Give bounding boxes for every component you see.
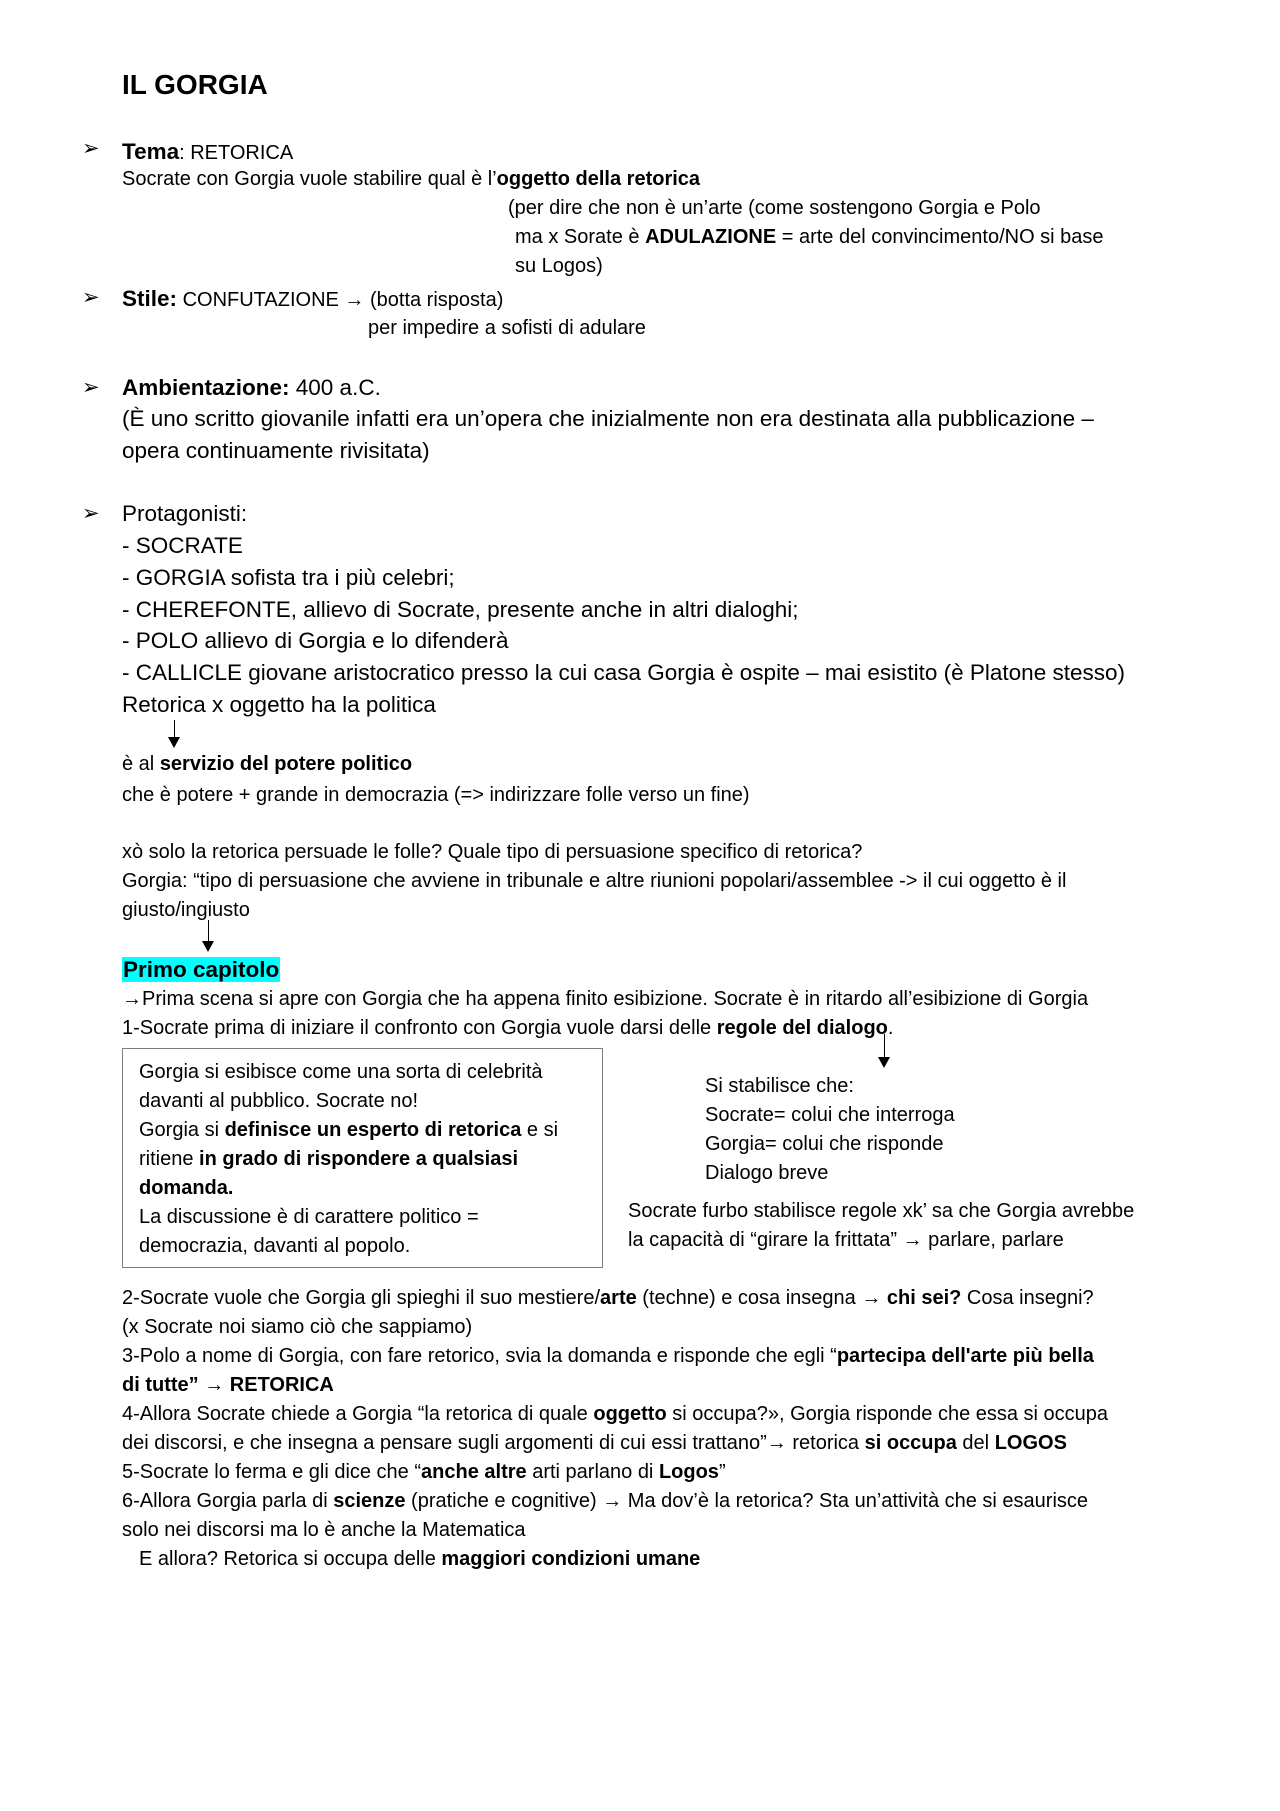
servizio-desc: che è potere + grande in democrazia (=> indirizzare folle verso un fine) [122, 784, 750, 806]
stile-line [122, 285, 503, 312]
punto-text: (pratiche e cognitive) [405, 1490, 603, 1512]
tema-desc-3 [515, 225, 1104, 249]
punto-5 [122, 1460, 726, 1484]
tema-desc-3-bold: ADULAZIONE [645, 226, 777, 248]
servizio-line [122, 752, 412, 776]
punto-bold: LOGOS [994, 1432, 1067, 1454]
arrow-right-icon: → [902, 1229, 923, 1251]
punto-6-cont: solo nei discorsi ma lo è anche la Matematica [122, 1519, 526, 1541]
tema-sep: : [179, 142, 191, 164]
ambientazione-line [122, 374, 381, 401]
stile-desc: per impedire a sofisti di adulare [368, 317, 646, 339]
furbo-line [628, 1228, 1064, 1252]
primo-capitolo-1 [122, 987, 1088, 1011]
highlighted-heading: Primo capitolo [123, 957, 280, 982]
box-line: La discussione è di carattere politico = [139, 1206, 479, 1228]
arrow-right-icon: → [122, 988, 142, 1010]
punto-text: 6-Allora Gorgia parla di [122, 1490, 334, 1512]
list-item: - CALLICLE giovane aristocratico presso la cui casa Gorgia è ospite – mai esistito (è Platone stesso) [122, 660, 1125, 685]
list-item: - GORGIA sofista tra i più celebri; [122, 565, 455, 590]
punto-7 [139, 1547, 700, 1571]
regole-line: Gorgia= colui che risponde [705, 1133, 944, 1155]
punto-2-cont: (x Socrate noi siamo ciò che sappiamo) [122, 1316, 473, 1338]
box-line [139, 1147, 518, 1171]
punto-text: (techne) e cosa insegna [636, 1287, 862, 1309]
box-text: ritiene [139, 1148, 200, 1170]
box-line: davanti al pubblico. Socrate no! [139, 1090, 419, 1112]
tema-desc-1-text: Socrate con Gorgia vuole stabilire qual è l’ [122, 168, 497, 190]
punto-text: Cosa insegni? [961, 1287, 1094, 1309]
furbo-text: la capacità di “girare la frittata” [628, 1229, 903, 1251]
bullet-icon: ➢ [82, 376, 100, 399]
bullet-icon: ➢ [82, 137, 100, 160]
persuasione-1: xò solo la retorica persuade le folle? Quale tipo di persuasione specifico di retorica? [122, 841, 863, 863]
regole-line: Si stabilisce che: [705, 1075, 854, 1097]
punto-bold: Logos [658, 1461, 719, 1483]
tema-value: RETORICA [190, 142, 294, 164]
punto-text: 2-Socrate vuole che Gorgia gli spieghi il suo mestiere/ [122, 1287, 601, 1309]
persuasione-2: Gorgia: “tipo di persuasione che avviene in tribunale e altre riunioni popolari/assemblee -> il cui oggetto è il [122, 870, 1067, 892]
arrow-right-icon: → [204, 1374, 225, 1396]
tema-desc-1-bold: oggetto della retorica [496, 168, 701, 190]
furbo-text: parlare, parlare [922, 1229, 1064, 1251]
furbo-line: Socrate furbo stabilisce regole xk’ sa che Gorgia avrebbe [628, 1200, 1135, 1222]
arrow-down-line [174, 720, 175, 738]
page-title: IL GORGIA [122, 69, 268, 100]
protagonisti-label: Protagonisti: [122, 501, 248, 526]
punto-2 [122, 1286, 1094, 1310]
ambientazione-desc-2: opera continuamente rivisitata) [122, 438, 430, 463]
punto-text: 5-Socrate lo ferma e gli dice che “ [122, 1461, 422, 1483]
primo-capitolo-1-text: Prima scena si apre con Gorgia che ha appena finito esibizione. Socrate è in ritardo all’esibizione di Gorgia [142, 988, 1089, 1010]
arrow-down-icon [168, 737, 180, 748]
punto-bold: maggiori condizioni umane [441, 1548, 701, 1570]
punto-bold: RETORICA [229, 1374, 334, 1396]
punto-bold: di tutte” [122, 1374, 199, 1396]
primo-capitolo-2-bold: regole del dialogo [716, 1017, 888, 1039]
punto-bold: anche altre [421, 1461, 527, 1483]
regole-line: Socrate= colui che interroga [705, 1104, 955, 1126]
punto-text: retorica [786, 1432, 865, 1454]
punto-6 [122, 1489, 1088, 1513]
stile-value-post: (botta risposta) [364, 289, 504, 311]
list-item: - SOCRATE [122, 533, 243, 558]
punto-bold: scienze [333, 1490, 406, 1512]
primo-capitolo-2-post: . [887, 1017, 894, 1039]
box-bold: in grado di rispondere a qualsiasi [199, 1148, 518, 1170]
punto-4-cont [122, 1431, 1067, 1455]
punto-3-cont [122, 1373, 334, 1397]
punto-text: Ma dov’è la retorica? Sta un’attività che si esaurisce [622, 1490, 1089, 1512]
tema-desc-2: (per dire che non è un’arte (come sostengono Gorgia e Polo [508, 197, 1041, 219]
servizio-bold: servizio del potere politico [159, 753, 413, 775]
punto-bold: si occupa [864, 1432, 957, 1454]
ambientazione-value: 400 a.C. [289, 375, 381, 400]
punto-text: del [956, 1432, 995, 1454]
box-text: Gorgia si [139, 1119, 225, 1141]
persuasione-3: giusto/ingiusto [122, 899, 250, 921]
box-line [139, 1176, 233, 1200]
tema-desc-4: su Logos) [515, 255, 603, 277]
box-bold: definisce un esperto di retorica [224, 1119, 522, 1141]
servizio-pre: è al [122, 753, 160, 775]
arrow-down-line [884, 1034, 885, 1058]
arrow-right-icon: → [766, 1432, 787, 1454]
tema-label: Tema [122, 139, 180, 164]
arrow-down-icon [878, 1057, 890, 1068]
punto-bold: arte [600, 1287, 637, 1309]
tema-desc-1 [122, 167, 700, 191]
punto-text: ” [718, 1461, 726, 1483]
tema-desc-3-post: = arte del convincimento/NO si base [776, 226, 1104, 248]
ambientazione-desc-1: (È uno scritto giovanile infatti era un’opera che inizialmente non era destinata alla pubblicazione – [122, 406, 1094, 431]
punto-bold: partecipa dell'arte più bella [836, 1345, 1094, 1367]
box-line: democrazia, davanti al popolo. [139, 1235, 411, 1257]
tema-desc-3-text: ma x Sorate è [515, 226, 646, 248]
bullet-icon: ➢ [82, 502, 100, 525]
punto-text: 3-Polo a nome di Gorgia, con fare retorico, svia la domanda e risponde che egli “ [122, 1345, 837, 1367]
arrow-down-line [208, 920, 209, 942]
ambientazione-label: Ambientazione: [122, 375, 290, 400]
arrow-right-icon: → [602, 1490, 623, 1512]
arrow-right-icon: → [344, 289, 365, 311]
primo-capitolo-2-text: 1-Socrate prima di iniziare il confronto con Gorgia vuole darsi delle [122, 1017, 717, 1039]
punto-bold: chi sei? [886, 1287, 962, 1309]
box-line: Gorgia si esibisce come una sorta di celebrità [139, 1061, 543, 1083]
punto-text: si occupa?», Gorgia risponde che essa si occupa [666, 1403, 1109, 1425]
punto-text: 4-Allora Socrate chiede a Gorgia “la retorica di quale [122, 1403, 594, 1425]
regole-line: Dialogo breve [705, 1162, 829, 1184]
retorica-line: Retorica x oggetto ha la politica [122, 692, 436, 717]
box-text: e si [521, 1119, 559, 1141]
stile-label: Stile: [122, 286, 178, 311]
punto-4 [122, 1402, 1108, 1426]
section-heading [122, 956, 280, 983]
punto-text: arti parlano di [526, 1461, 659, 1483]
punto-bold: oggetto [593, 1403, 667, 1425]
arrow-right-icon: → [861, 1287, 882, 1309]
primo-capitolo-2 [122, 1016, 893, 1040]
stile-value: CONFUTAZIONE [177, 289, 345, 311]
punto-text: dei discorsi, e che insegna a pensare sugli argomenti di cui essi trattano” [122, 1432, 767, 1454]
punto-text: E allora? Retorica si occupa delle [139, 1548, 442, 1570]
box-bold: domanda. [139, 1177, 234, 1199]
punto-3 [122, 1344, 1094, 1368]
box-line [139, 1118, 558, 1142]
arrow-down-icon [202, 941, 214, 952]
bullet-icon: ➢ [82, 286, 100, 309]
tema-line [122, 138, 293, 165]
list-item: - POLO allievo di Gorgia e lo difenderà [122, 628, 509, 653]
list-item: - CHEREFONTE, allievo di Socrate, presente anche in altri dialoghi; [122, 597, 799, 622]
